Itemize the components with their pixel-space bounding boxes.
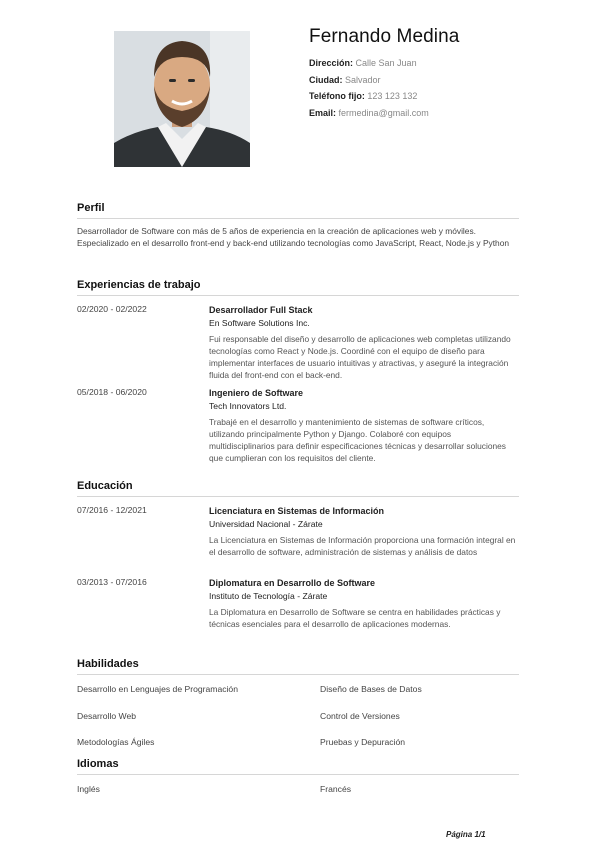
language-item: Inglés xyxy=(77,784,100,794)
contact-address xyxy=(309,55,429,72)
entry-description: Fui responsable del diseño y desarrollo de aplicaciones web completas utilizando tecnologías como React y Node.js. Coordiné con el equipo de diseño para implementar interfaces de usuario intuitivas y atractivas, y aseguré la integración fluida del front-end con el back-end. xyxy=(209,334,511,381)
section-experiencia xyxy=(77,279,519,471)
skills-grid xyxy=(77,675,519,755)
entry-org: Universidad Nacional - Zárate xyxy=(209,519,323,529)
section-educacion xyxy=(77,480,519,649)
languages-grid xyxy=(77,775,519,802)
entry-org: Instituto de Tecnología - Zárate xyxy=(209,591,328,601)
section-title: Habilidades xyxy=(77,658,519,675)
profile-photo xyxy=(114,31,250,167)
skill-item: Control de Versiones xyxy=(320,710,400,721)
skill-item: Diseño de Bases de Datos xyxy=(320,684,422,694)
contact-block xyxy=(309,55,429,121)
skill-item: Metodologías Ágiles xyxy=(77,737,155,748)
skill-item: Desarrollo Web xyxy=(77,710,137,721)
portrait-illustration xyxy=(114,31,250,167)
contact-label: Dirección: xyxy=(309,58,354,68)
section-title: Perfil xyxy=(77,202,519,219)
language-item: Francés xyxy=(320,784,352,794)
contact-value: 123 123 132 xyxy=(367,91,418,102)
entry-dates: 02/2020 - 02/2022 xyxy=(77,304,147,314)
contact-value: Salvador xyxy=(345,74,381,85)
section-habilidades xyxy=(77,658,519,755)
contact-city xyxy=(309,72,429,89)
contact-label: Ciudad: xyxy=(309,74,343,85)
section-perfil xyxy=(77,202,519,250)
section-idiomas xyxy=(77,758,519,802)
entry-role: Desarrollador Full Stack xyxy=(209,305,313,315)
entry-role: Licenciatura en Sistemas de Información xyxy=(209,506,385,516)
section-title: Educación xyxy=(77,480,519,497)
entry-description: La Licenciatura en Sistemas de Información proporciona una formación integral en el desarrollo de software, administración de sistemas y análisis de datos xyxy=(209,535,516,558)
skill-item: Pruebas y Depuración xyxy=(320,737,406,748)
contact-value: fermedina@gmail.com xyxy=(338,107,429,118)
skill-item: Desarrollo en Lenguajes de Programación xyxy=(77,684,238,694)
entry-description: Trabajé en el desarrollo y mantenimiento de sistemas de software críticos, utilizando principalmente Python y Django. Colaboré con equipos multidisciplinarios para definir especificaciones técnicas y desarrollar soluciones que cumplieran con los requisitos del cliente. xyxy=(209,417,506,464)
section-title: Idiomas xyxy=(77,758,519,775)
entry-org: En Software Solutions Inc. xyxy=(209,318,310,328)
entry-dates: 05/2018 - 06/2020 xyxy=(77,387,147,397)
contact-value: Calle San Juan xyxy=(355,58,417,68)
education-entry xyxy=(77,577,519,649)
education-entry xyxy=(77,505,519,577)
entry-dates: 07/2016 - 12/2021 xyxy=(77,505,147,515)
entry-description: La Diplomatura en Desarrollo de Software se centra en habilidades prácticas y técnicas esenciales para el desarrollo de aplicaciones modernas. xyxy=(209,607,501,630)
entry-role: Ingeniero de Software xyxy=(209,388,304,398)
experience-entry xyxy=(77,304,519,387)
contact-label: Teléfono fijo: xyxy=(309,91,365,102)
contact-phone xyxy=(309,88,429,105)
experience-entry xyxy=(77,387,519,471)
entry-dates: 03/2013 - 07/2016 xyxy=(77,577,147,587)
candidate-name: Fernando Medina xyxy=(309,26,460,47)
section-title: Experiencias de trabajo xyxy=(77,279,519,296)
contact-label: Email: xyxy=(309,107,337,118)
profile-summary: Desarrollador de Software con más de 5 años de experiencia en la creación de aplicaciones web y móviles. Especializado en el desarrollo front-end y back-end utilizando tecnologías como JavaScript, React, Node.js y Python xyxy=(77,226,510,249)
entry-org: Tech Innovators Ltd. xyxy=(209,401,287,411)
page-number: Página 1/1 xyxy=(446,830,486,839)
entry-role: Diplomatura en Desarrollo de Software xyxy=(209,578,376,588)
contact-email xyxy=(309,105,429,122)
